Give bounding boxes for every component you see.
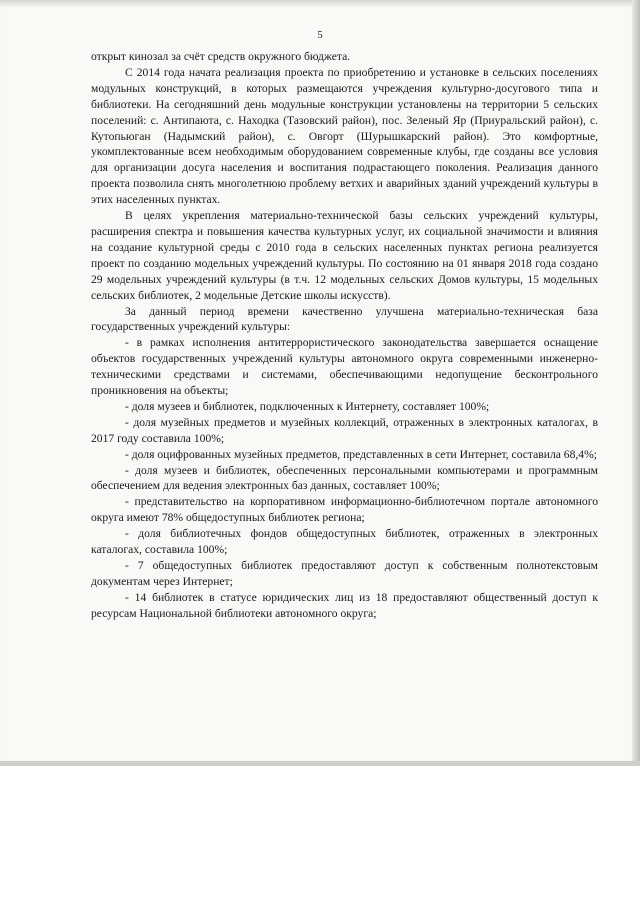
paragraph-model-institutions: В целях укрепления материально-технической базы сельских учреждений культуры, расширения спектра и повышения качества культурных услуг, их социальной значимости и влияния на создание культурной среды с 2010 года в сельских населенных пунктах региона реализуется проект по созданию модельных учреждений культуры. По состоянию на 01 января 2018 года создано 29 модельных учреждений культуры (в т.ч. 12 модельных сельских Домов культуры, 15 модельных сельских библиотек, 2 модельные Детские школы искусств). bbox=[91, 209, 598, 302]
scan-top-edge bbox=[0, 0, 640, 8]
paragraph-continuation: открыт кинозал за счёт средств окружного бюджета. bbox=[91, 50, 351, 63]
list-item-library-catalogs: - доля библиотечных фондов общедоступных библиотек, отраженных в электронных каталогах, составила 100%; bbox=[91, 527, 598, 557]
list-item-antiterror: - в рамках исполнения антитеррористического законодательства завершается оснащение объектов государственных учреждений культуры автономного округа современными инженерно-техническими средствами и системами, обеспечивающими недопущение бесконтрольного проникновения на объекты; bbox=[91, 336, 598, 398]
list-item-internet-share: - доля музеев и библиотек, подключенных к Интернету, составляет 100%; bbox=[125, 399, 490, 413]
list-item-museum-catalogs: - доля музейных предметов и музейных коллекций, отраженных в электронных каталогах, в 2017 году составила 100%; bbox=[91, 415, 598, 445]
scan-bottom-edge bbox=[0, 761, 640, 766]
document-body bbox=[91, 49, 598, 622]
list-item-fulltext-docs: - 7 общедоступных библиотек предоставляют доступ к собственным полнотекстовым документам через Интернет; bbox=[91, 559, 598, 588]
list-item-computers: - доля музеев и библиотек, обеспеченных персональными компьютерами и программным обеспечением для ведения электронных баз данных, составляет 100%; bbox=[91, 463, 598, 493]
paragraph-material-base: За данный период времени качественно улучшена материально-техническая база государственных учреждений культуры: bbox=[91, 304, 598, 334]
paragraph-modular-constructions: С 2014 года начата реализация проекта по приобретению и установке в сельских поселениях модульных конструкций, в которых размещаются учреждения культурно-досугового типа и библиотеки. На сегодняшний день модульные конструкции установлены на территории 5 сельских поселений: с. Антипаюта, с. Находка (Тазовский район), пос. Зеленый Яр (Приуральский район), с. Кутопьюган (Надымский район), с. Овгорт (Шурышкарский район). Это комфортные, укомплектованные всем необходимым оборудованием современные клубы, где созданы все условия для организации досуга населения и воспитания подрастающего поколения. Реализация данного проекта позволила снять многолетнюю проблему ветхих и аварийных зданий учреждений культуры в этих населенных пунктах. bbox=[91, 65, 598, 207]
list-item-portal: - представительство на корпоративном информационно-библиотечном портале автономного округа имеют 78% общедоступных библиотек региона; bbox=[91, 495, 598, 525]
page-number: 5 bbox=[317, 30, 323, 41]
list-item-national-library-access: - 14 библиотек в статусе юридических лиц из 18 предоставляют общественный доступ к ресурсам Национальной библиотеки автономного округа; bbox=[91, 590, 598, 620]
scan-right-edge bbox=[632, 0, 640, 765]
list-item-digitized-items: - доля оцифрованных музейных предметов, представленных в сети Интернет, составила 68,4%; bbox=[125, 447, 597, 461]
